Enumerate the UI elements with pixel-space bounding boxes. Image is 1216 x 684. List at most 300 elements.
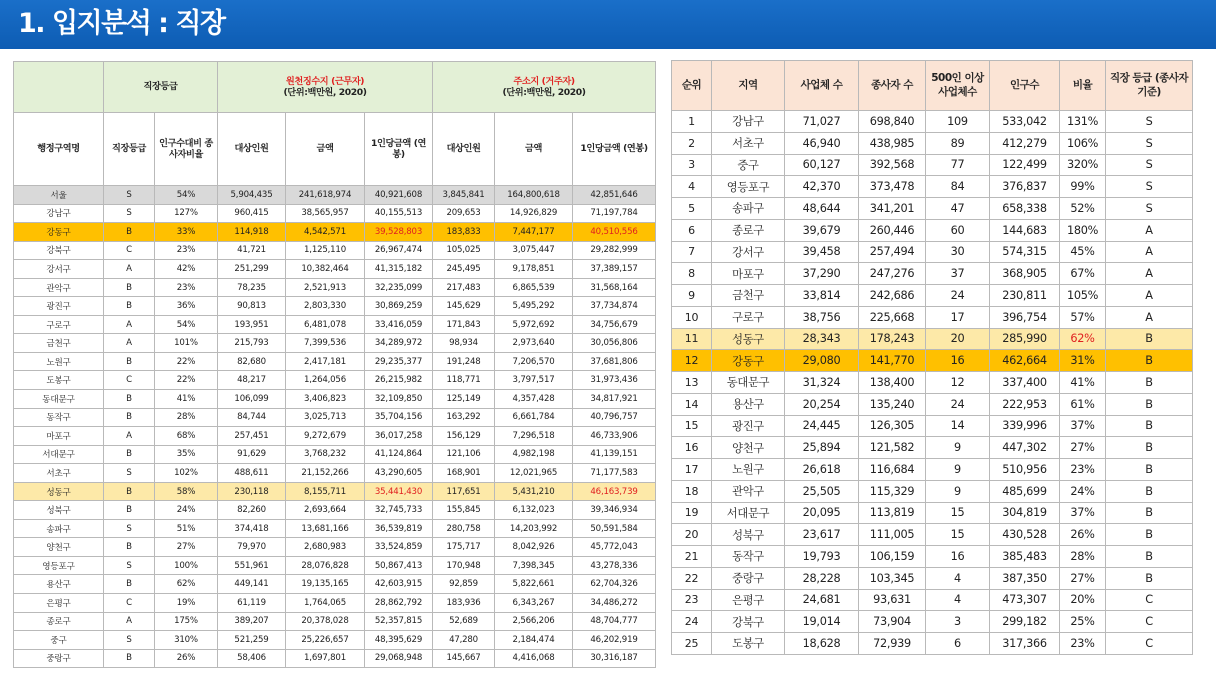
table-row xyxy=(672,633,1193,655)
cell-wp: 79,970 xyxy=(218,538,286,557)
col-ratio: 비율 xyxy=(1060,61,1106,111)
cell-emp: 72,939 xyxy=(859,633,926,655)
cell-hper: 42,851,646 xyxy=(573,186,656,205)
cell-region: 도봉구 xyxy=(712,633,785,655)
cell-biz: 19,014 xyxy=(785,611,859,633)
cell-wp: 82,680 xyxy=(218,352,286,371)
table-row xyxy=(14,649,656,668)
cell-name: 서초구 xyxy=(14,464,104,483)
table-row xyxy=(14,519,656,538)
header-home-title: 주소지 (거주자) xyxy=(513,75,575,87)
cell-wa: 13,681,166 xyxy=(286,519,365,538)
cell-hp: 191,248 xyxy=(433,352,495,371)
cell-ratio: 180% xyxy=(1060,219,1106,241)
cell-grade: B xyxy=(104,223,155,242)
table-row xyxy=(672,589,1193,611)
cell-wper: 43,290,605 xyxy=(365,464,433,483)
cell-wa: 2,417,181 xyxy=(286,352,365,371)
cell-ratio: 131% xyxy=(1060,111,1106,133)
cell-hp: 52,689 xyxy=(433,612,495,631)
cell-region: 양천구 xyxy=(712,437,785,459)
cell-ratio: 25% xyxy=(1060,611,1106,633)
cell-name: 성북구 xyxy=(14,501,104,520)
cell-wp: 90,813 xyxy=(218,297,286,316)
cell-pop: 574,315 xyxy=(990,241,1060,263)
cell-hp: 168,901 xyxy=(433,464,495,483)
cell-hp: 217,483 xyxy=(433,278,495,297)
cell-hp: 98,934 xyxy=(433,334,495,353)
cell-region: 관악구 xyxy=(712,480,785,502)
cell-name: 서대문구 xyxy=(14,445,104,464)
cell-grade: B xyxy=(1106,459,1193,481)
table-row xyxy=(672,219,1193,241)
table-row xyxy=(14,445,656,464)
cell-grade: S xyxy=(1106,111,1193,133)
cell-pop: 337,400 xyxy=(990,372,1060,394)
cell-emp: 135,240 xyxy=(859,393,926,415)
table-row xyxy=(14,408,656,427)
cell-grade: B xyxy=(1106,567,1193,589)
table-row xyxy=(672,306,1193,328)
cell-wp: 5,904,435 xyxy=(218,186,286,205)
cell-ratio: 310% xyxy=(155,631,218,650)
cell-name: 강북구 xyxy=(14,241,104,260)
cell-ratio: 57% xyxy=(1060,306,1106,328)
cell-grade: A xyxy=(104,260,155,279)
cell-ha: 7,398,345 xyxy=(495,556,573,575)
table-row xyxy=(14,260,656,279)
cell-grade: A xyxy=(104,315,155,334)
cell-big: 30 xyxy=(926,241,990,263)
cell-ratio: 127% xyxy=(155,204,218,223)
cell-region: 종로구 xyxy=(712,219,785,241)
cell-ratio: 31% xyxy=(1060,350,1106,372)
cell-hp: 145,667 xyxy=(433,649,495,668)
cell-ratio: 37% xyxy=(1060,415,1106,437)
cell-grade: B xyxy=(104,501,155,520)
cell-ratio: 51% xyxy=(155,519,218,538)
col-home-people: 대상인원 xyxy=(433,113,495,186)
cell-region: 강동구 xyxy=(712,350,785,372)
cell-pop: 222,953 xyxy=(990,393,1060,415)
table-row xyxy=(14,315,656,334)
cell-pop: 304,819 xyxy=(990,502,1060,524)
cell-rank: 19 xyxy=(672,502,712,524)
col-rank: 순위 xyxy=(672,61,712,111)
table-row xyxy=(14,352,656,371)
col-district: 행정구역명 xyxy=(14,113,104,186)
cell-ha: 7,447,177 xyxy=(495,223,573,242)
cell-wp: 91,629 xyxy=(218,445,286,464)
col-region: 지역 xyxy=(712,61,785,111)
cell-grade: B xyxy=(104,445,155,464)
cell-name: 노원구 xyxy=(14,352,104,371)
cell-big: 12 xyxy=(926,372,990,394)
cell-biz: 24,681 xyxy=(785,589,859,611)
table-row xyxy=(14,241,656,260)
cell-pop: 510,956 xyxy=(990,459,1060,481)
cell-grade: C xyxy=(1106,633,1193,655)
cell-grade: B xyxy=(1106,328,1193,350)
cell-region: 서대문구 xyxy=(712,502,785,524)
cell-wper: 33,524,859 xyxy=(365,538,433,557)
cell-pop: 317,366 xyxy=(990,633,1060,655)
table-row xyxy=(672,524,1193,546)
cell-ratio: 58% xyxy=(155,482,218,501)
cell-grade: S xyxy=(104,186,155,205)
cell-wa: 2,521,913 xyxy=(286,278,365,297)
table-row xyxy=(672,111,1193,133)
cell-hper: 71,197,784 xyxy=(573,204,656,223)
cell-wper: 50,867,413 xyxy=(365,556,433,575)
cell-emp: 116,684 xyxy=(859,459,926,481)
cell-grade: S xyxy=(104,556,155,575)
ranking-table xyxy=(671,60,1193,655)
table-row xyxy=(14,594,656,613)
cell-ha: 2,973,640 xyxy=(495,334,573,353)
cell-rank: 22 xyxy=(672,567,712,589)
cell-region: 중구 xyxy=(712,154,785,176)
cell-hp: 183,833 xyxy=(433,223,495,242)
table-row xyxy=(14,538,656,557)
cell-name: 마포구 xyxy=(14,427,104,446)
cell-biz: 46,940 xyxy=(785,132,859,154)
cell-hper: 41,139,151 xyxy=(573,445,656,464)
cell-grade: S xyxy=(104,631,155,650)
cell-pop: 447,302 xyxy=(990,437,1060,459)
cell-emp: 121,582 xyxy=(859,437,926,459)
cell-biz: 25,894 xyxy=(785,437,859,459)
cell-emp: 373,478 xyxy=(859,176,926,198)
cell-wp: 257,451 xyxy=(218,427,286,446)
cell-ratio: 54% xyxy=(155,315,218,334)
cell-ha: 9,178,851 xyxy=(495,260,573,279)
header-blank xyxy=(14,62,104,113)
cell-wp: 193,951 xyxy=(218,315,286,334)
cell-wp: 82,260 xyxy=(218,501,286,520)
col-biz-count: 사업체 수 xyxy=(785,61,859,111)
header-work-group xyxy=(218,62,433,113)
cell-pop: 412,279 xyxy=(990,132,1060,154)
cell-name: 동작구 xyxy=(14,408,104,427)
cell-hper: 43,278,336 xyxy=(573,556,656,575)
cell-name: 강동구 xyxy=(14,223,104,242)
cell-hp: 121,106 xyxy=(433,445,495,464)
cell-region: 노원구 xyxy=(712,459,785,481)
cell-wp: 374,418 xyxy=(218,519,286,538)
cell-wp: 449,141 xyxy=(218,575,286,594)
header-work-title: 원천징수지 (근무자) xyxy=(285,75,365,87)
cell-grade: B xyxy=(104,575,155,594)
cell-ratio: 106% xyxy=(1060,132,1106,154)
cell-big: 24 xyxy=(926,393,990,415)
cell-grade: C xyxy=(1106,589,1193,611)
cell-hper: 50,591,584 xyxy=(573,519,656,538)
cell-hper: 37,681,806 xyxy=(573,352,656,371)
table-row xyxy=(672,393,1193,415)
cell-rank: 12 xyxy=(672,350,712,372)
cell-wper: 35,704,156 xyxy=(365,408,433,427)
cell-biz: 26,618 xyxy=(785,459,859,481)
cell-grade: C xyxy=(104,241,155,260)
cell-ha: 6,865,539 xyxy=(495,278,573,297)
cell-grade: C xyxy=(104,371,155,390)
cell-pop: 376,837 xyxy=(990,176,1060,198)
table-row xyxy=(672,132,1193,154)
cell-wper: 41,124,864 xyxy=(365,445,433,464)
table-row xyxy=(672,372,1193,394)
cell-grade: B xyxy=(104,278,155,297)
cell-wper: 42,603,915 xyxy=(365,575,433,594)
cell-wper: 36,539,819 xyxy=(365,519,433,538)
cell-ratio: 19% xyxy=(155,594,218,613)
cell-biz: 23,617 xyxy=(785,524,859,546)
table-row xyxy=(672,546,1193,568)
header-home-unit: (단위:백만원, 2020) xyxy=(502,87,586,98)
table-row xyxy=(14,575,656,594)
cell-name: 은평구 xyxy=(14,594,104,613)
cell-wp: 61,119 xyxy=(218,594,286,613)
cell-wa: 6,481,078 xyxy=(286,315,365,334)
cell-rank: 17 xyxy=(672,459,712,481)
cell-region: 은평구 xyxy=(712,589,785,611)
cell-big: 16 xyxy=(926,350,990,372)
cell-biz: 19,793 xyxy=(785,546,859,568)
table-row xyxy=(14,297,656,316)
cell-region: 광진구 xyxy=(712,415,785,437)
table-row xyxy=(14,631,656,650)
table-row xyxy=(14,334,656,353)
cell-big: 77 xyxy=(926,154,990,176)
cell-wper: 32,235,099 xyxy=(365,278,433,297)
cell-emp: 242,686 xyxy=(859,285,926,307)
cell-wper: 40,155,513 xyxy=(365,204,433,223)
table-row xyxy=(14,482,656,501)
cell-wa: 10,382,464 xyxy=(286,260,365,279)
cell-name: 성동구 xyxy=(14,482,104,501)
cell-ratio: 67% xyxy=(1060,263,1106,285)
cell-hper: 46,202,919 xyxy=(573,631,656,650)
cell-emp: 438,985 xyxy=(859,132,926,154)
cell-grade: B xyxy=(104,482,155,501)
cell-grade: S xyxy=(1106,198,1193,220)
cell-wp: 960,415 xyxy=(218,204,286,223)
cell-wa: 38,565,957 xyxy=(286,204,365,223)
table-row xyxy=(672,480,1193,502)
cell-grade: B xyxy=(1106,372,1193,394)
cell-wper: 52,357,815 xyxy=(365,612,433,631)
cell-hper: 46,163,739 xyxy=(573,482,656,501)
table-row xyxy=(14,501,656,520)
cell-ratio: 28% xyxy=(1060,546,1106,568)
cell-hper: 31,973,436 xyxy=(573,371,656,390)
table-row xyxy=(14,427,656,446)
cell-ratio: 22% xyxy=(155,371,218,390)
cell-ratio: 100% xyxy=(155,556,218,575)
cell-emp: 113,819 xyxy=(859,502,926,524)
cell-wp: 215,793 xyxy=(218,334,286,353)
cell-ha: 4,982,198 xyxy=(495,445,573,464)
table-row xyxy=(14,371,656,390)
cell-ratio: 28% xyxy=(155,408,218,427)
cell-pop: 396,754 xyxy=(990,306,1060,328)
cell-grade: B xyxy=(1106,524,1193,546)
cell-ratio: 41% xyxy=(155,390,218,409)
cell-grade: B xyxy=(1106,350,1193,372)
cell-emp: 73,904 xyxy=(859,611,926,633)
cell-wp: 114,918 xyxy=(218,223,286,242)
table-row xyxy=(14,278,656,297)
col-work-per: 1인당금액 (연봉) xyxy=(365,113,433,186)
cell-big: 14 xyxy=(926,415,990,437)
cell-name: 송파구 xyxy=(14,519,104,538)
cell-ratio: 26% xyxy=(1060,524,1106,546)
cell-ratio: 24% xyxy=(155,501,218,520)
cell-ha: 2,566,206 xyxy=(495,612,573,631)
table-row xyxy=(672,459,1193,481)
cell-emp: 138,400 xyxy=(859,372,926,394)
cell-hp: 175,717 xyxy=(433,538,495,557)
cell-ratio: 105% xyxy=(1060,285,1106,307)
table-row xyxy=(672,263,1193,285)
cell-grade: A xyxy=(1106,219,1193,241)
cell-wa: 1,764,065 xyxy=(286,594,365,613)
cell-ratio: 42% xyxy=(155,260,218,279)
cell-emp: 178,243 xyxy=(859,328,926,350)
cell-rank: 20 xyxy=(672,524,712,546)
cell-region: 마포구 xyxy=(712,263,785,285)
cell-hp: 92,859 xyxy=(433,575,495,594)
cell-ha: 6,343,267 xyxy=(495,594,573,613)
col-large-biz: 500인 이상 사업체수 xyxy=(926,61,990,111)
cell-biz: 33,814 xyxy=(785,285,859,307)
cell-rank: 23 xyxy=(672,589,712,611)
cell-wp: 106,099 xyxy=(218,390,286,409)
cell-wa: 7,399,536 xyxy=(286,334,365,353)
cell-ha: 7,296,518 xyxy=(495,427,573,446)
cell-ratio: 23% xyxy=(155,241,218,260)
cell-wp: 78,235 xyxy=(218,278,286,297)
col-ratio: 인구수대비 종사자비율 xyxy=(155,113,218,186)
cell-region: 중랑구 xyxy=(712,567,785,589)
cell-big: 17 xyxy=(926,306,990,328)
cell-ha: 5,822,661 xyxy=(495,575,573,594)
col-population: 인구수 xyxy=(990,61,1060,111)
cell-name: 용산구 xyxy=(14,575,104,594)
cell-emp: 225,668 xyxy=(859,306,926,328)
cell-wa: 1,264,056 xyxy=(286,371,365,390)
cell-emp: 103,345 xyxy=(859,567,926,589)
cell-hp: 170,948 xyxy=(433,556,495,575)
cell-name: 양천구 xyxy=(14,538,104,557)
cell-big: 47 xyxy=(926,198,990,220)
cell-big: 15 xyxy=(926,524,990,546)
cell-biz: 39,679 xyxy=(785,219,859,241)
cell-biz: 42,370 xyxy=(785,176,859,198)
cell-ha: 2,184,474 xyxy=(495,631,573,650)
cell-hper: 48,704,777 xyxy=(573,612,656,631)
cell-hper: 31,568,164 xyxy=(573,278,656,297)
cell-rank: 18 xyxy=(672,480,712,502)
cell-pop: 430,528 xyxy=(990,524,1060,546)
cell-wper: 41,315,182 xyxy=(365,260,433,279)
table-row xyxy=(672,567,1193,589)
cell-region: 서초구 xyxy=(712,132,785,154)
cell-rank: 5 xyxy=(672,198,712,220)
cell-hp: 105,025 xyxy=(433,241,495,260)
cell-name: 금천구 xyxy=(14,334,104,353)
cell-region: 강서구 xyxy=(712,241,785,263)
cell-ratio: 24% xyxy=(1060,480,1106,502)
cell-big: 60 xyxy=(926,219,990,241)
cell-grade: A xyxy=(1106,241,1193,263)
cell-region: 성북구 xyxy=(712,524,785,546)
cell-big: 9 xyxy=(926,459,990,481)
cell-hper: 29,282,999 xyxy=(573,241,656,260)
cell-emp: 111,005 xyxy=(859,524,926,546)
cell-hp: 245,495 xyxy=(433,260,495,279)
cell-wper: 34,289,972 xyxy=(365,334,433,353)
cell-ha: 12,021,965 xyxy=(495,464,573,483)
cell-rank: 1 xyxy=(672,111,712,133)
cell-region: 강남구 xyxy=(712,111,785,133)
cell-biz: 20,095 xyxy=(785,502,859,524)
cell-ha: 8,042,926 xyxy=(495,538,573,557)
cell-ratio: 99% xyxy=(1060,176,1106,198)
col-employees: 종사자 수 xyxy=(859,61,926,111)
table-row xyxy=(672,176,1193,198)
cell-emp: 257,494 xyxy=(859,241,926,263)
cell-grade: A xyxy=(104,334,155,353)
cell-big: 4 xyxy=(926,589,990,611)
cell-name: 구로구 xyxy=(14,315,104,334)
cell-grade: A xyxy=(1106,285,1193,307)
cell-biz: 24,445 xyxy=(785,415,859,437)
cell-grade: C xyxy=(104,594,155,613)
cell-emp: 126,305 xyxy=(859,415,926,437)
table-row xyxy=(672,437,1193,459)
cell-biz: 25,505 xyxy=(785,480,859,502)
cell-biz: 20,254 xyxy=(785,393,859,415)
cell-wa: 8,155,711 xyxy=(286,482,365,501)
header-work-unit: (단위:백만원, 2020) xyxy=(283,87,367,98)
cell-wa: 2,803,330 xyxy=(286,297,365,316)
cell-grade: B xyxy=(1106,393,1193,415)
cell-biz: 60,127 xyxy=(785,154,859,176)
cell-hper: 34,486,272 xyxy=(573,594,656,613)
cell-big: 84 xyxy=(926,176,990,198)
cell-biz: 71,027 xyxy=(785,111,859,133)
cell-ratio: 36% xyxy=(155,297,218,316)
cell-grade: A xyxy=(1106,263,1193,285)
cell-ha: 5,431,210 xyxy=(495,482,573,501)
cell-wp: 488,611 xyxy=(218,464,286,483)
table-row xyxy=(672,502,1193,524)
cell-wa: 2,680,983 xyxy=(286,538,365,557)
cell-wper: 32,109,850 xyxy=(365,390,433,409)
cell-grade: A xyxy=(104,427,155,446)
cell-rank: 2 xyxy=(672,132,712,154)
cell-big: 6 xyxy=(926,633,990,655)
table-row xyxy=(672,415,1193,437)
cell-rank: 10 xyxy=(672,306,712,328)
cell-grade: A xyxy=(1106,306,1193,328)
cell-rank: 9 xyxy=(672,285,712,307)
cell-hp: 171,843 xyxy=(433,315,495,334)
cell-ha: 4,416,068 xyxy=(495,649,573,668)
page-title: 1. 입지분석 : 직장 xyxy=(18,8,225,39)
cell-grade: B xyxy=(1106,502,1193,524)
